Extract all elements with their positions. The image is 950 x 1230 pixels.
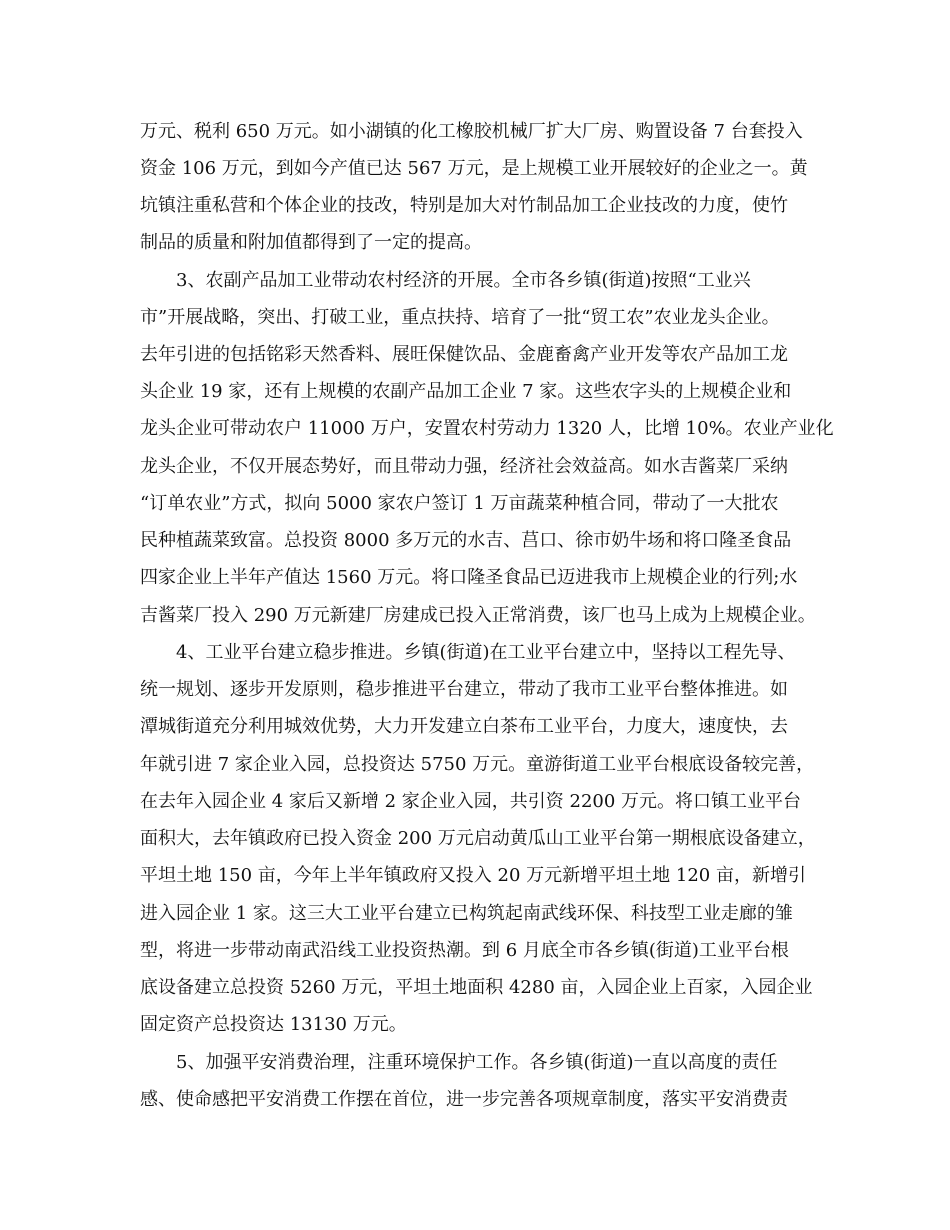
text-line: “订单农业”方式，拟向 5000 家农户签订 1 万亩蔬菜种植合同，带动了一大批农 bbox=[140, 493, 779, 514]
text-line: 4、工业平台建立稳步推进。乡镇(街道)在工业平台建立中，坚持以工程先导、 bbox=[176, 642, 796, 663]
text-line: 平坦土地 150 亩，今年上半年镇政府又投入 20 万元新增平坦土地 120 亩，新增引 bbox=[140, 865, 806, 886]
text-line: 吉酱菜厂投入 290 万元新建厂房建成已投入正常消费，该厂也马上成为上规模企业。 bbox=[140, 605, 816, 626]
text-line: 龙头企业，不仅开展态势好，而且带动力强，经济社会效益高。如水吉酱菜厂采纳 bbox=[140, 456, 788, 477]
text-line: 资金 106 万元，到如今产值已达 567 万元，是上规模工业开展较好的企业之一。黄 bbox=[140, 158, 808, 179]
text-line: 感、使命感把平安消费工作摆在首位，进一步完善各项规章制度，落实平安消费责 bbox=[140, 1089, 788, 1110]
text-line: 年就引进 7 家企业入园，总投资达 5750 万元。童游街道工业平台根底设备较完善， bbox=[140, 754, 815, 775]
text-line: 在去年入园企业 4 家后又新增 2 家企业入园，共引资 2200 万元。将口镇工业平台 bbox=[140, 791, 802, 812]
text-line: 制品的质量和附加值都得到了一定的提高。 bbox=[140, 232, 482, 253]
text-line: 坑镇注重私营和个体企业的技改，特别是加大对竹制品加工企业技改的力度，使竹 bbox=[140, 195, 788, 216]
text-line: 固定资产总投资达 13130 万元。 bbox=[140, 1014, 407, 1035]
text-line: 型，将进一步带动南武沿线工业投资热潮。到 6 月底全市各乡镇(街道)工业平台根 bbox=[140, 940, 789, 961]
text-line: 进入园企业 1 家。这三大工业平台建立已构筑起南武线环保、科技型工业走廊的雏 bbox=[140, 903, 793, 924]
text-line: 统一规划、逐步开发原则，稳步推进平台建立，带动了我市工业平台整体推进。如 bbox=[140, 679, 788, 700]
text-line: 龙头企业可带动农户 11000 万户，安置农村劳动力 1320 人，比增 10%。农业产业化 bbox=[140, 418, 834, 439]
text-line: 民种植蔬菜致富。总投资 8000 多万元的水吉、莒口、徐市奶牛场和将口隆圣食品 bbox=[140, 530, 792, 551]
text-line: 底设备建立总投资 5260 万元，平坦土地面积 4280 亩，入园企业上百家，入园企业 bbox=[140, 977, 813, 998]
text-line: 万元、税利 650 万元。如小湖镇的化工橡胶机械厂扩大厂房、购置设备 7 台套投入 bbox=[140, 121, 803, 142]
text-line: 面积大，去年镇政府已投入资金 200 万元启动黄瓜山工业平台第一期根底设备建立， bbox=[140, 828, 816, 849]
text-line: 潭城街道充分利用城效优势，大力开发建立白茶布工业平台，力度大，速度快，去 bbox=[140, 716, 788, 737]
text-line: 四家企业上半年产值达 1560 万元。将口隆圣食品已迈进我市上规模企业的行列;水 bbox=[140, 567, 798, 588]
text-line: 市”开展战略，突出、打破工业，重点扶持、培育了一批“贸工农”农业龙头企业。 bbox=[140, 307, 780, 328]
text-line: 头企业 19 家，还有上规模的农副产品加工企业 7 家。这些农字头的上规模企业和 bbox=[140, 381, 792, 402]
text-line: 去年引进的包括铭彩天然香料、展旺保健饮品、金鹿畜禽产业开发等农产品加工龙 bbox=[140, 344, 788, 365]
text-line: 5、加强平安消费治理，注重环境保护工作。各乡镇(街道)一直以高度的责任 bbox=[176, 1052, 778, 1073]
text-line: 3、农副产品加工业带动农村经济的开展。全市各乡镇(街道)按照“工业兴 bbox=[176, 270, 751, 291]
